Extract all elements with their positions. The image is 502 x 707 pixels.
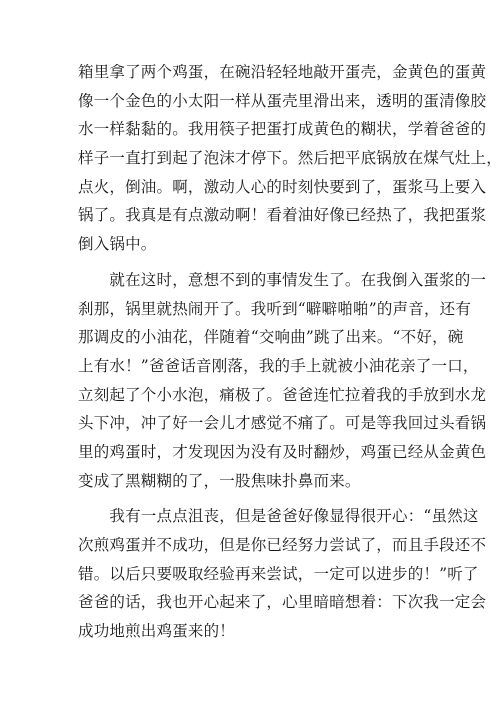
paragraph-3 bbox=[78, 502, 487, 645]
paragraph-spacer bbox=[78, 495, 424, 502]
text-line: 像一个金色的小太阳一样从蛋壳里滑出来，透明的蛋清像胶 bbox=[78, 91, 487, 110]
text-line: 刹那，锅里就热闹开了。我听到“噼噼啪啪”的声音，还有 bbox=[78, 299, 472, 318]
text-line: 变成了黑糊糊的了，一股焦味扑鼻而来。 bbox=[78, 471, 361, 490]
text-line: 箱里拿了两个鸡蛋，在碗沿轻轻地敲开蛋壳，金黄色的蛋黄 bbox=[78, 63, 487, 81]
text-line: 样子一直打到起了泡沫才停下。然后把平底锅放在煤气灶上， bbox=[78, 149, 502, 168]
text-line: 锅了。我真是有点激动啊！看着油好像已经热了，我把蛋浆 bbox=[78, 206, 487, 225]
text-line: 上有水！”爸爸话音刚落，我的手上就被小油花亲了一口， bbox=[78, 356, 479, 375]
paragraph-spacer bbox=[78, 259, 424, 266]
text-line: 点火，倒油。啊，激动人心的时刻快要到了，蛋浆马上要入 bbox=[78, 177, 487, 196]
paragraph-1 bbox=[78, 58, 502, 259]
text-line: 爸爸的话，我也开心起来了，心里暗暗想着：下次我一定会 bbox=[78, 593, 487, 612]
text-line: 头下冲，冲了好一会儿才感觉不痛了。可是等我回过头看锅 bbox=[78, 414, 487, 433]
text-line: 立刻起了个小水泡，痛极了。爸爸连忙拉着我的手放到水龙 bbox=[78, 385, 487, 404]
text-line: 里的鸡蛋时，才发现因为没有及时翻炒，鸡蛋已经从金黄色 bbox=[78, 442, 487, 461]
text-line: 倒入锅中。 bbox=[78, 235, 157, 254]
essay-body bbox=[78, 58, 502, 646]
text-line: 错。以后只要吸取经验再来尝试，一定可以进步的！”听了 bbox=[78, 564, 479, 583]
paragraph-2 bbox=[78, 266, 487, 496]
text-line: 就在这时，意想不到的事情发生了。在我倒入蛋浆的一 bbox=[78, 270, 487, 289]
text-line: 水一样黏黏的。我用筷子把蛋打成黄色的糊状，学着爸爸的 bbox=[78, 120, 487, 139]
text-line: 我有一点点沮丧，但是爸爸好像显得很开心：“虽然这 bbox=[78, 507, 479, 526]
text-line: 那调皮的小油花，伴随着“交响曲”跳了出来。“不好，碗 bbox=[78, 328, 464, 347]
text-line: 次煎鸡蛋并不成功，但是你已经努力尝试了，而且手段还不 bbox=[78, 536, 487, 554]
text-line: 成功地煎出鸡蛋来的！ bbox=[78, 622, 236, 641]
